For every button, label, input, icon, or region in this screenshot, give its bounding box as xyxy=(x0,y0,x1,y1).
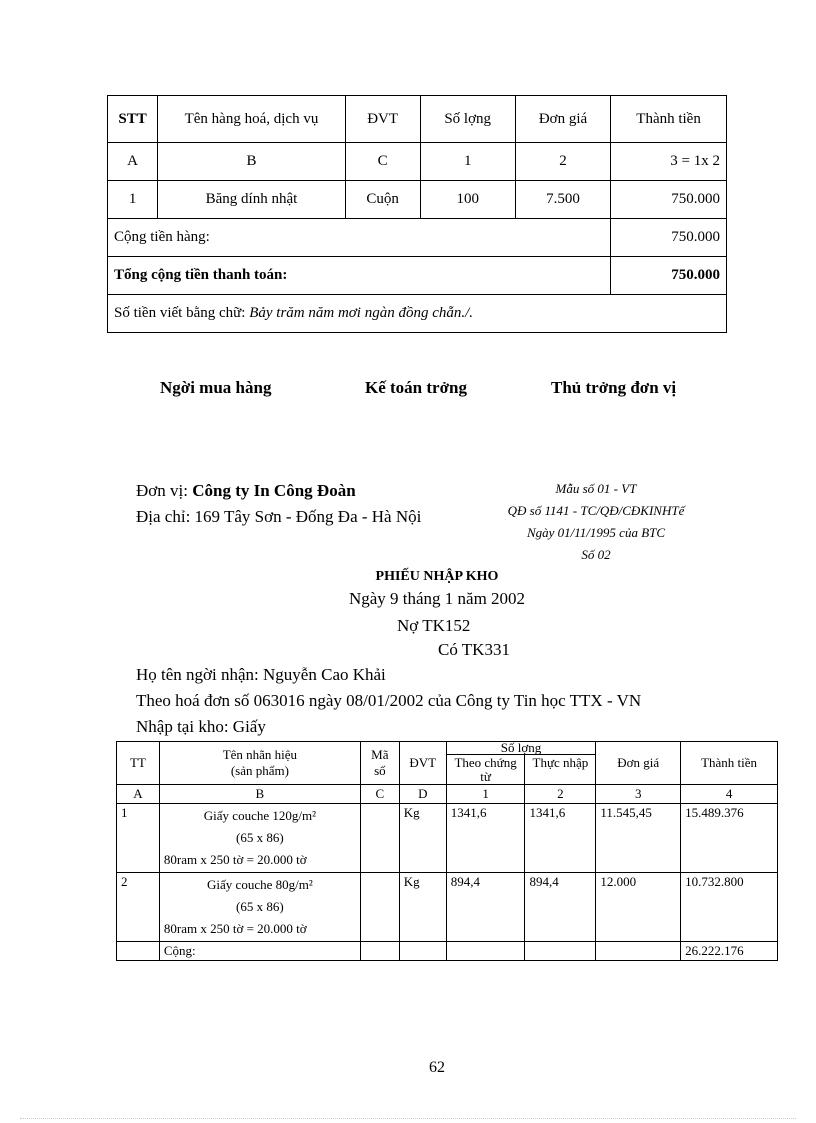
subtotal-value: 750.000 xyxy=(611,219,727,257)
rh-code-line2: số xyxy=(374,763,386,778)
receipt-code-cell: 3 xyxy=(596,785,681,804)
receipt-receiver: Họ tên ngời nhận: Nguyễn Cao Khải xyxy=(136,665,386,684)
rh-quantity: Số lợng xyxy=(446,742,596,755)
receipt-date: Ngày 9 tháng 1 năm 2002 xyxy=(348,589,526,608)
header-quantity: Số lợng xyxy=(420,96,515,143)
rh-qty-actual: Thực nhập xyxy=(525,755,596,785)
total-empty-cell xyxy=(360,942,399,961)
row-qty-doc: 1341,6 xyxy=(446,804,525,873)
receipt-warehouse: Nhập tại kho: Giấy xyxy=(136,717,266,736)
row-qty-actual: 894,4 xyxy=(525,873,596,942)
total-empty-cell xyxy=(446,942,525,961)
row-product-size: (65 x 86) xyxy=(236,830,284,845)
row-unit: Kg xyxy=(399,804,446,873)
row-product-name: Giấy couche 80g/m² xyxy=(207,877,313,892)
row-qty-doc: 894,4 xyxy=(446,873,525,942)
code-cell: 3 = 1x 2 xyxy=(611,143,727,181)
row-product-pack: 80ram x 250 tờ = 20.000 tờ xyxy=(163,921,307,936)
signature-head: Thủ trởng đơn vị xyxy=(551,378,677,397)
code-cell: 1 xyxy=(420,143,515,181)
header-unit: ĐVT xyxy=(345,96,420,143)
item-unit-price: 7.500 xyxy=(515,181,610,219)
receipt-code-cell: B xyxy=(159,785,360,804)
header-amount: Thành tiền xyxy=(611,96,727,143)
signature-buyer: Ngời mua hàng xyxy=(160,378,272,397)
form-template-date: Ngày 01/11/1995 của BTC xyxy=(526,525,666,540)
receipt-code-row xyxy=(117,785,778,804)
row-amount: 15.489.376 xyxy=(681,804,778,873)
subtotal-row xyxy=(108,219,727,257)
receipt-code-cell: D xyxy=(399,785,446,804)
row-product-size: (65 x 86) xyxy=(236,899,284,914)
rh-unit: ĐVT xyxy=(399,742,446,785)
header-unit-price: Đơn giá xyxy=(515,96,610,143)
form-template-serial: Số 02 xyxy=(581,547,611,562)
receipt-credit-account: Có TK331 xyxy=(438,640,510,659)
item-unit: Cuộn xyxy=(345,181,420,219)
code-cell: A xyxy=(108,143,158,181)
rh-code-line1: Mã xyxy=(371,747,389,762)
row-product-name: Giấy couche 120g/m² xyxy=(203,808,316,823)
amount-in-words-cell xyxy=(108,295,727,333)
row-code xyxy=(360,804,399,873)
subtotal-label: Cộng tiền hàng: xyxy=(108,219,611,257)
rh-amount: Thành tiền xyxy=(681,742,778,785)
rh-tt: TT xyxy=(117,742,160,785)
total-empty-cell xyxy=(596,942,681,961)
receipt-code-cell: C xyxy=(360,785,399,804)
table-row xyxy=(117,804,778,873)
receipt-code-cell: 1 xyxy=(446,785,525,804)
invoice-header-row xyxy=(108,96,727,143)
receipt-code-cell: 2 xyxy=(525,785,596,804)
total-empty-cell xyxy=(525,942,596,961)
table-row xyxy=(117,873,778,942)
row-unit-price: 12.000 xyxy=(596,873,681,942)
receipt-total-label: Cộng: xyxy=(159,942,360,961)
company-unit-name: Công ty In Công Đoàn xyxy=(192,481,356,500)
row-qty-actual: 1341,6 xyxy=(525,804,596,873)
rh-qty-doc: Theo chứng từ xyxy=(446,755,525,785)
row-unit: Kg xyxy=(399,873,446,942)
rh-code xyxy=(360,742,399,785)
rh-name-line2: (sản phẩm) xyxy=(230,763,289,778)
receipt-debit-account: Nợ TK152 xyxy=(397,616,471,635)
total-row xyxy=(108,257,727,295)
signature-accountant: Kế toán trởng xyxy=(365,378,467,397)
rh-unit-price: Đơn giá xyxy=(596,742,681,785)
total-label: Tổng cộng tiền thanh toán: xyxy=(108,257,611,295)
row-tt: 1 xyxy=(117,804,160,873)
row-code xyxy=(360,873,399,942)
row-product xyxy=(159,873,360,942)
row-product xyxy=(159,804,360,873)
company-address: Địa chỉ: 169 Tây Sơn - Đống Đa - Hà Nội xyxy=(136,507,422,526)
amount-in-words-value: Bảy trăm năm mơi ngàn đồng chẵn./. xyxy=(249,305,474,321)
receipt-table xyxy=(116,741,778,961)
receipt-code-cell: A xyxy=(117,785,160,804)
page-bottom-rule xyxy=(20,1118,796,1119)
company-unit xyxy=(136,481,356,501)
total-value: 750.000 xyxy=(611,257,727,295)
row-tt: 2 xyxy=(117,873,160,942)
row-product-pack: 80ram x 250 tờ = 20.000 tờ xyxy=(163,852,307,867)
form-template-number: Mẫu số 01 - VT xyxy=(555,481,637,496)
invoice-item-row xyxy=(108,181,727,219)
item-name: Băng dính nhật xyxy=(158,181,346,219)
code-cell: 2 xyxy=(515,143,610,181)
receipt-invoice-ref: Theo hoá đơn số 063016 ngày 08/01/2002 của Công ty Tin học TTX - VN xyxy=(136,691,642,710)
page-number: 62 xyxy=(429,1059,445,1076)
item-amount: 750.000 xyxy=(611,181,727,219)
invoice-table xyxy=(107,95,727,333)
receipt-title: PHIẾU NHẬP KHO xyxy=(375,569,499,584)
amount-in-words-label: Số tiền viết bằng chữ: xyxy=(114,305,246,321)
code-cell: C xyxy=(345,143,420,181)
rh-name xyxy=(159,742,360,785)
receipt-total-value: 26.222.176 xyxy=(681,942,778,961)
receipt-total-row xyxy=(117,942,778,961)
rh-name-line1: Tên nhãn hiệu xyxy=(222,747,298,762)
header-item-name: Tên hàng hoá, dịch vụ xyxy=(158,96,346,143)
invoice-code-row xyxy=(108,143,727,181)
item-stt: 1 xyxy=(108,181,158,219)
receipt-header-row xyxy=(117,742,778,755)
form-template xyxy=(466,478,726,566)
row-unit-price: 11.545,45 xyxy=(596,804,681,873)
header-stt: STT xyxy=(108,96,158,143)
company-unit-label: Đơn vị: xyxy=(136,481,188,500)
item-quantity: 100 xyxy=(420,181,515,219)
form-template-decision: QĐ số 1141 - TC/QĐ/CĐKINHTế xyxy=(507,503,685,518)
receipt-code-cell: 4 xyxy=(681,785,778,804)
row-amount: 10.732.800 xyxy=(681,873,778,942)
total-empty-cell xyxy=(399,942,446,961)
total-empty-cell xyxy=(117,942,160,961)
amount-in-words-row xyxy=(108,295,727,333)
code-cell: B xyxy=(158,143,346,181)
